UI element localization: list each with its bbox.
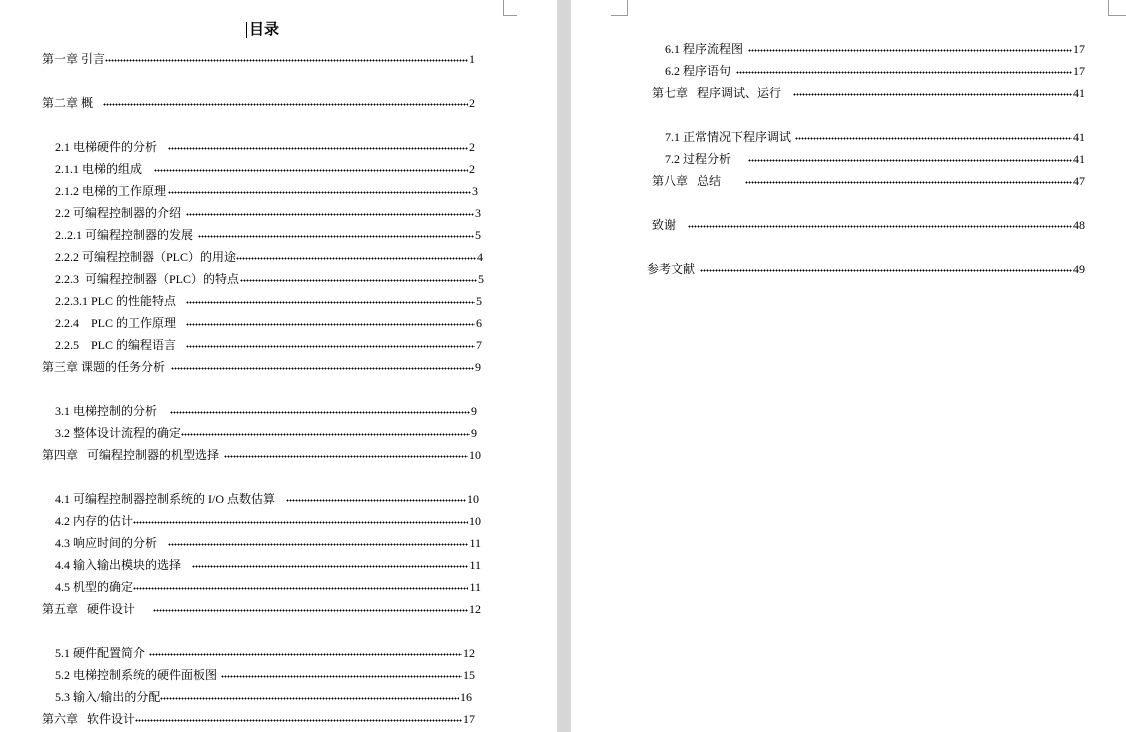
toc-page-number: 7 [476,338,482,352]
toc-entry-title: 2.2.5 PLC 的编程语言 [55,338,177,352]
toc-entry-3-2[interactable] [55,425,477,441]
toc-entry-title: 4.2 内存的估计 [55,514,134,528]
toc-page-number: 5 [478,272,484,286]
toc-entry-title: 2.1.2 电梯的工作原理 [55,184,167,198]
toc-dot-leader [181,433,470,436]
toc-entry-2-1-1[interactable] [55,161,475,177]
toc-entry-title: 第五章 硬件设计 [42,602,136,616]
toc-page-number: 1 [469,52,475,66]
toc-page-number: 4 [477,250,483,264]
toc-entry-6-1[interactable] [665,41,1085,57]
toc-entry-title: 7.2 过程分析 [665,152,732,166]
toc-page-number: 2 [469,96,475,110]
toc-page-number: 10 [469,514,481,528]
toc-entry-title: 3.2 整体设计流程的确定 [55,426,182,440]
crop-mark [627,0,628,15]
toc-dot-leader [135,719,462,722]
toc-page-number: 12 [463,646,475,660]
toc-dot-leader [133,587,468,590]
toc-dot-leader [153,609,468,612]
toc-page-number: 47 [1073,174,1085,188]
toc-page-number: 41 [1073,86,1085,100]
toc-entry-4-2[interactable] [55,513,481,529]
toc-page-number: 3 [475,206,481,220]
toc-dot-leader [168,147,468,150]
crop-mark [1108,0,1109,15]
toc-entry-title: 7.1 正常情况下程序调试 [665,130,792,144]
text-cursor [246,22,247,38]
toc-page-number: 2 [469,140,475,154]
crop-mark [1108,15,1126,16]
toc-page-number: 11 [469,580,481,594]
toc-entry-2-2[interactable] [55,205,481,221]
toc-entry-2-1[interactable] [55,139,475,155]
toc-page-number: 9 [471,404,477,418]
toc-page-number: 41 [1073,130,1085,144]
toc-page-number: 49 [1073,262,1085,276]
toc-entry-5-2[interactable] [55,667,475,683]
toc-page-number: 17 [463,712,475,726]
toc-entry-2-2-1[interactable] [55,227,481,243]
toc-dot-leader [186,301,475,304]
toc-page-number: 9 [475,360,481,374]
toc-dot-leader [192,565,468,568]
toc-entry-title: 3.1 电梯控制的分析 [55,404,158,418]
toc-entry-5-3[interactable] [55,689,472,705]
toc-dot-leader [748,159,1072,162]
toc-dot-leader [160,697,459,700]
toc-entry-7-1[interactable] [665,129,1085,145]
toc-page-number: 5 [476,294,482,308]
toc-entry-chapter-1[interactable] [42,51,475,67]
toc-page-number: 3 [472,184,478,198]
document-page-left [0,0,557,732]
toc-dot-leader [224,455,468,458]
toc-entry-title: 第三章 课题的任务分析 [42,360,166,374]
toc-dot-leader [793,93,1072,96]
toc-entry-2-2-5[interactable] [55,337,482,353]
toc-entry-title: 6.1 程序流程图 [665,42,744,56]
toc-entry-4-5[interactable] [55,579,481,595]
toc-dot-leader [795,137,1072,140]
toc-entry-title: 第七章 程序调试、运行 [652,86,782,100]
toc-dot-leader [221,675,462,678]
toc-entry-chapter-8[interactable] [652,173,1085,189]
toc-dot-leader [688,225,1072,228]
toc-entry-4-3[interactable] [55,535,481,551]
toc-page-number: 9 [471,426,477,440]
toc-entry-2-2-3-1[interactable] [55,293,482,309]
toc-entry-title: 2.2 可编程控制器的介绍 [55,206,182,220]
toc-entry-title: 第一章 引言 [42,52,106,66]
toc-entry-title: 第二章 概 [42,96,94,110]
toc-entry-chapter-5[interactable] [42,601,481,617]
toc-entry-title: 第四章 可编程控制器的机型选择 [42,448,220,462]
toc-dot-leader [170,411,470,414]
toc-entry-title: 2.2.2 可编程控制器（PLC）的用途 [55,250,237,264]
toc-page-number: 11 [469,536,481,550]
toc-entry-chapter-2[interactable] [42,95,475,111]
toc-page-number: 41 [1073,152,1085,166]
toc-entry-7-2[interactable] [665,151,1085,167]
toc-page-number: 15 [463,668,475,682]
toc-entry-title: 4.1 可编程控制器控制系统的 I/O 点数估算 [55,492,275,506]
toc-entry-title: 5.3 输入/输出的分配 [55,690,161,704]
toc-entry-4-1[interactable] [55,491,479,507]
toc-page-number: 16 [460,690,472,704]
toc-entry-title: 2.2.3 可编程控制器（PLC）的特点 [55,272,240,286]
toc-entry-chapter-4[interactable] [42,447,481,463]
toc-page-number: 2 [469,162,475,176]
toc-entry-title: 4.3 响应时间的分析 [55,536,158,550]
toc-dot-leader [240,279,477,282]
toc-heading: 目录 [249,22,280,38]
toc-dot-leader [154,169,468,172]
toc-entry-5-1[interactable] [55,645,475,661]
toc-dot-leader [186,345,475,348]
toc-entry-4-4[interactable] [55,557,481,573]
toc-entry-chapter-6[interactable] [42,711,475,727]
crop-mark [611,15,628,16]
toc-page-number: 6 [476,316,482,330]
toc-dot-leader [103,103,468,106]
toc-dot-leader [198,235,474,238]
toc-entry-title: 致谢 [652,218,677,232]
toc-dot-leader [168,191,471,194]
document-page-right [571,0,1126,732]
crop-mark [503,0,504,15]
toc-entry-title: 4.4 输入输出模块的选择 [55,558,182,572]
toc-entry-title: 5.1 硬件配置简介 [55,646,146,660]
toc-dot-leader [105,59,468,62]
toc-dot-leader [236,257,476,260]
toc-entry-2-2-3[interactable] [55,271,484,287]
toc-entry-title: 2.2.3.1 PLC 的性能特点 [55,294,177,308]
toc-dot-leader [736,71,1072,74]
toc-entry-6-2[interactable] [665,63,1085,79]
toc-entry-title: 5.2 电梯控制系统的硬件面板图 [55,668,218,682]
toc-page-number: 10 [469,448,481,462]
toc-entry-title: 2..2.1 可编程控制器的发展 [55,228,194,242]
toc-dot-leader [745,181,1072,184]
toc-entry-chapter-3[interactable] [42,359,481,375]
toc-entry-title: 参考文献 [647,262,696,276]
toc-page-number: 5 [475,228,481,242]
toc-dot-leader [286,499,466,502]
crop-mark [503,15,517,16]
toc-entry-title: 4.5 机型的确定 [55,580,134,594]
toc-entry-title: 2.1 电梯硬件的分析 [55,140,158,154]
toc-page-number: 17 [1073,42,1085,56]
toc-page-number: 11 [469,558,481,572]
toc-page-number: 12 [469,602,481,616]
toc-entry-acknowledgements[interactable] [652,217,1085,233]
toc-entry-references[interactable] [647,261,1085,277]
toc-entry-chapter-7[interactable] [652,85,1085,101]
toc-entry-2-2-2[interactable] [55,249,483,265]
toc-entry-title: 第八章 总结 [652,174,722,188]
toc-dot-leader [133,521,468,524]
toc-dot-leader [700,269,1072,272]
toc-entry-title: 2.2.4 PLC 的工作原理 [55,316,177,330]
toc-entry-2-1-2[interactable] [55,183,478,199]
toc-dot-leader [171,367,474,370]
toc-dot-leader [186,213,474,216]
toc-entry-title: 第六章 软件设计 [42,712,136,726]
toc-entry-title: 2.1.1 电梯的组成 [55,162,143,176]
toc-dot-leader [748,49,1072,52]
toc-dot-leader [149,653,462,656]
toc-page-number: 48 [1073,218,1085,232]
toc-page-number: 10 [467,492,479,506]
toc-entry-3-1[interactable] [55,403,477,419]
toc-dot-leader [186,323,475,326]
toc-dot-leader [168,543,468,546]
toc-entry-2-2-4[interactable] [55,315,482,331]
toc-entry-title: 6.2 程序语句 [665,64,732,78]
toc-page-number: 17 [1073,64,1085,78]
